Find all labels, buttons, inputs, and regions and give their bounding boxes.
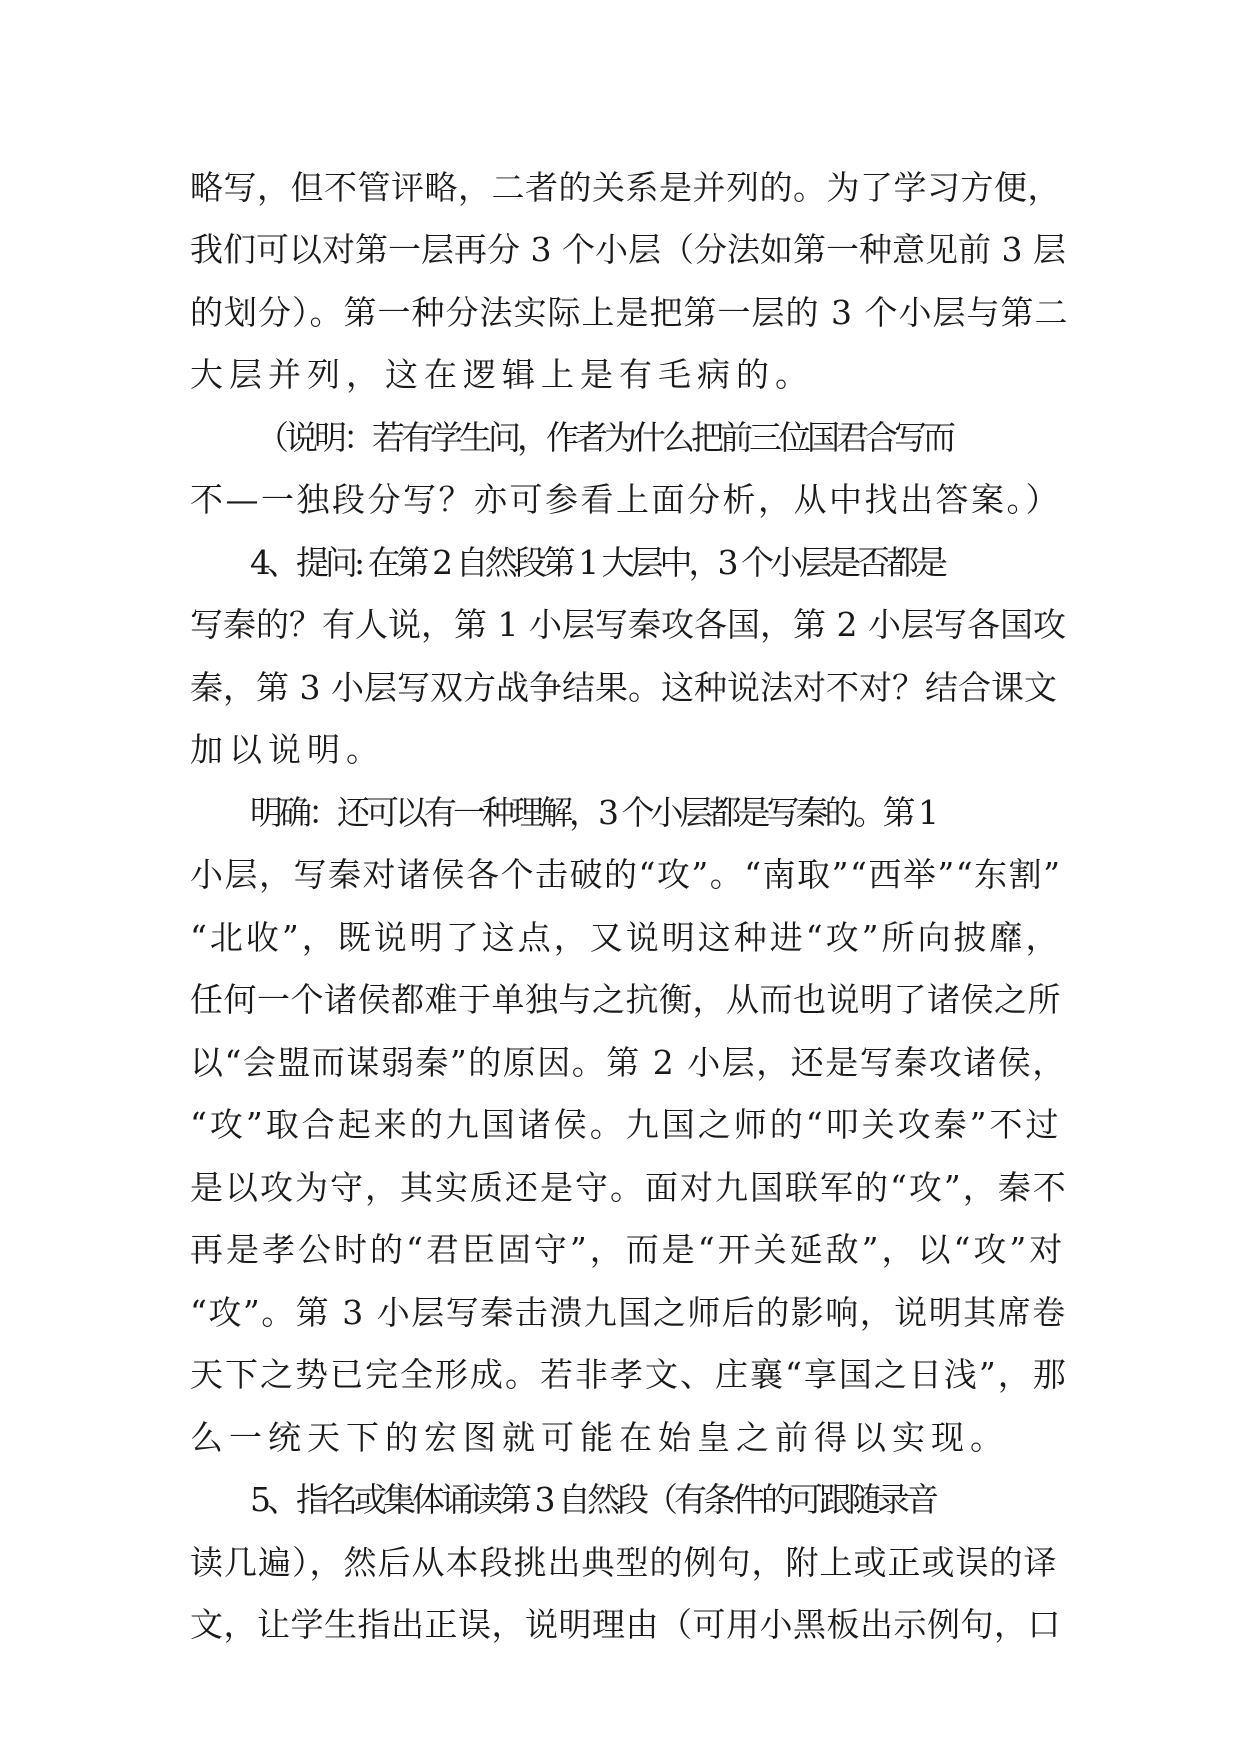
text-line: 略写，但不管评略，二者的关系是并列的。为了学习方便， [190,168,1061,207]
text-line: 秦，第 3 小层写双方战争结果。这种说法对不对？结合课文 [190,668,1057,707]
text-line: 不—一独段分写？亦可参看上面分析，从中找出答案。） [190,480,1061,519]
text-line: 明确：还可以有一种理解，3 个小层都是写秦的。第 1 [250,793,935,832]
text-line: 再是孝公时的“君臣固守”，而是“开关延敌”，以“攻”对 [190,1230,1066,1269]
text-line: 的划分）。第一种分法实际上是把第一层的 3 个小层与第二 [190,293,1069,332]
text-line: 5、指名或集体诵读第 3 自然段（有条件的可跟随录音 [250,1480,935,1519]
text-line: 任何一个诸侯都难于单独与之抗衡，从而也说明了诸侯之所 [190,980,1061,1019]
text-line: 大层并列，这在逻辑上是有毛病的。 [190,355,814,394]
text-line: 文，让学生指出正误，说明理由（可用小黑板出示例句，口 [190,1605,1061,1644]
text-line: 以“会盟而谋弱秦”的原因。第 2 小层，还是写秦攻诸侯， [190,1043,1067,1082]
text-line: “北收”，既说明了这点，又说明这种进“攻”所向披靡， [190,918,1062,957]
text-line: （说明：若有学生问，作者为什么把前三位国君合写而 [256,418,952,457]
text-line: “攻”取合起来的九国诸侯。九国之师的“叩关攻秦”不过 [190,1105,1062,1144]
text-line: “攻”。第 3 小层写秦击溃九国之师后的影响，说明其席卷 [190,1293,1067,1332]
text-line: 么一统天下的宏图就可能在始皇之前得以实现。 [190,1418,1009,1457]
text-line: 我们可以对第一层再分 3 个小层（分法如第一种意见前 3 层 [190,230,1066,269]
text-line: 写秦的？有人说，第 1 小层写秦攻各国，第 2 小层写各国攻 [190,605,1066,644]
text-line: 天下之势已完全形成。若非孝文、庄襄“享国之日浅”，那 [190,1355,1068,1394]
text-line: 读几遍），然后从本段挑出典型的例句，附上或正或误的译 [190,1543,1058,1582]
text-line: 是以攻为守，其实质还是守。面对九国联军的“攻”，秦不 [190,1168,1068,1207]
text-line: 加以说明。 [190,730,385,769]
text-line: 小层，写秦对诸侯各个击破的“攻”。“南取”“西举”“东割” [190,855,1062,894]
text-line: 4、提问: 在第 2 自然段第 1 大层中，3 个小层是否都是 [250,543,945,582]
